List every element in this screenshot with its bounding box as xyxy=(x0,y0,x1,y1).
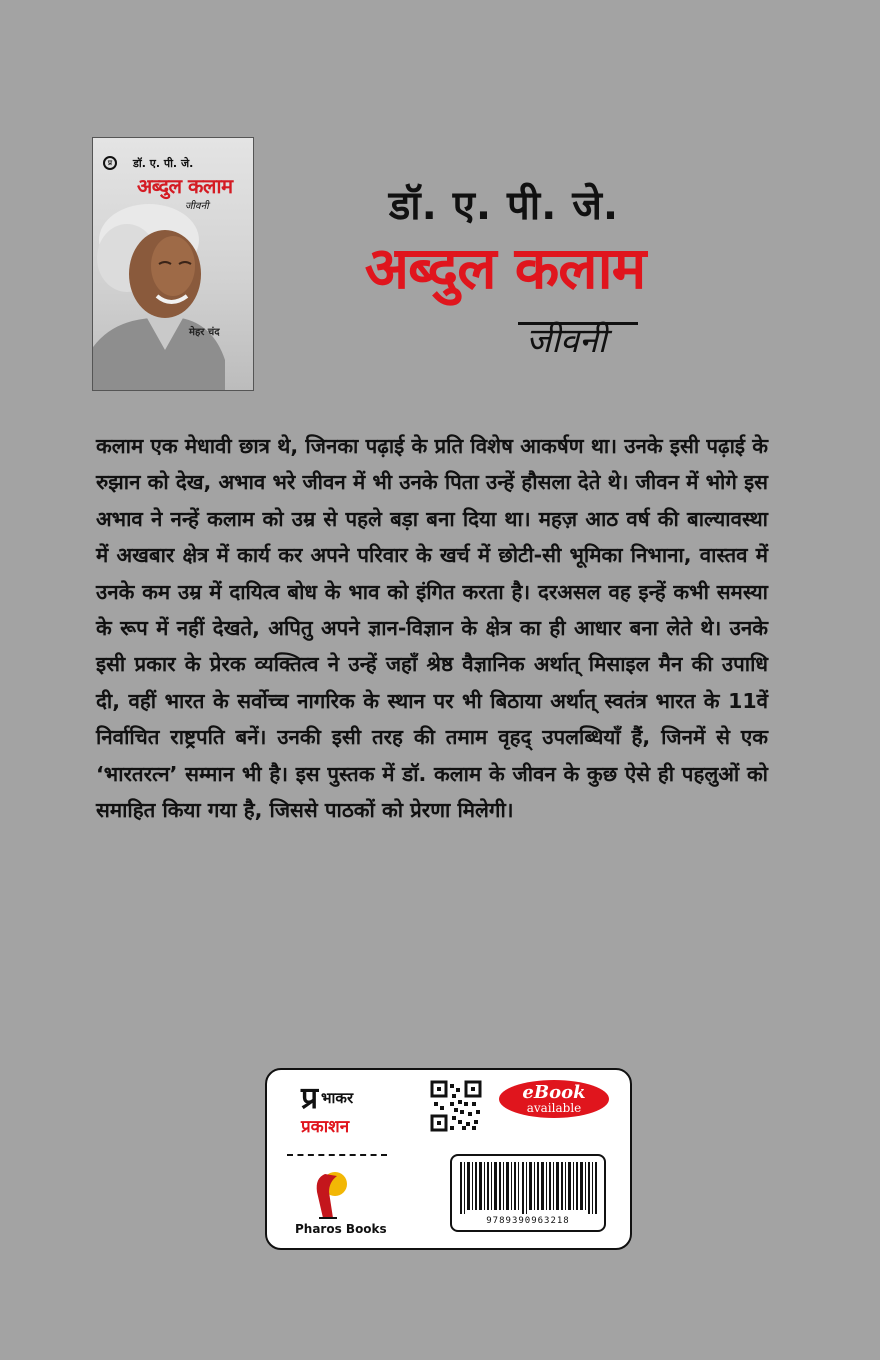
title-name: अब्दुल कलाम xyxy=(364,234,646,302)
thumbnail-subtitle: जीवनी xyxy=(185,201,209,212)
pharos-books-label: Pharos Books xyxy=(295,1222,387,1236)
publisher-name-line1: भाकर xyxy=(321,1089,354,1107)
publisher-box xyxy=(265,1068,632,1250)
ebook-label: eBook xyxy=(522,1082,586,1103)
thumbnail-title-prefix: डॉ. ए. पी. जे. xyxy=(133,157,194,170)
book-blurb: कलाम एक मेधावी छात्र थे, जिनका पढ़ाई के प्रति विशेष आकर्षण था। उनके इसी पढ़ाई के रुझान को देख, अभाव भरे जीवन में भी उनके पिता उन्हें हौसला देते थे। जीवन में भोगे इस अभाव ने नन्हें कलाम को उम्र से पहले बड़ा बना दिया था। महज़ आठ वर्ष की बाल्यावस्था में अखबार क्षेत्र में कार्य कर अपने परिवार के खर्च में छोटी-सी भूमिका निभाना, वास्तव में उनके कम उम्र में दायित्व बोध के भाव को इंगित करता है। दरअसल वह इन्हें कभी समस्या के रूप में नहीं देखते, अपितु अपने ज्ञान-विज्ञान के क्षेत्र का ही आधार बना लेते थे। उनके इसी प्रकार के प्रेरक व्यक्तित्व ने उन्हें जहाँ श्रेष्ठ वैज्ञानिक अर्थात् मिसाइल मैन की उपाधि दी, वहीं भारत के सर्वोच्च नागरिक के स्थान पर भी बिठाया अर्थात् स्वतंत्र भारत के 11वें निर्वाचित राष्ट्रपति बनें। उनकी इसी तरह की तमाम वृहद् उपलब्धियाँ हैं, जिनमें से एक ‘भारतरत्न’ सम्मान भी है। इस पुस्तक में डॉ. कलाम के जीवन के कुछ ऐसे ही पहलुओं को समाहित किया गया है, जिससे पाठकों को प्रेरणा मिलेगी। xyxy=(96,434,768,823)
thumbnail-author: मेहर चंद xyxy=(189,327,220,338)
pharos-lighthouse-icon xyxy=(307,1168,353,1220)
cover-thumbnail xyxy=(92,137,254,391)
ebook-available-label: available xyxy=(526,1101,582,1115)
divider xyxy=(287,1154,387,1156)
ebook-available-badge xyxy=(499,1080,609,1118)
isbn-barcode xyxy=(460,1162,598,1214)
title-prefix: डॉ. ए. पी. जे. xyxy=(388,183,620,229)
title-subtitle: जीवनी xyxy=(526,321,607,361)
prabhat-logo-mark: प्र xyxy=(301,1081,319,1116)
qr-code-icon xyxy=(430,1080,482,1132)
publisher-logo-small: प्र xyxy=(103,156,117,170)
portrait-image xyxy=(92,200,231,391)
barcode-frame xyxy=(450,1154,606,1232)
isbn-number: 9789390963218 xyxy=(486,1216,570,1226)
thumbnail-title-name: अब्दुल कलाम xyxy=(137,174,233,198)
publisher-name-line2: प्रकाशन xyxy=(301,1117,350,1137)
